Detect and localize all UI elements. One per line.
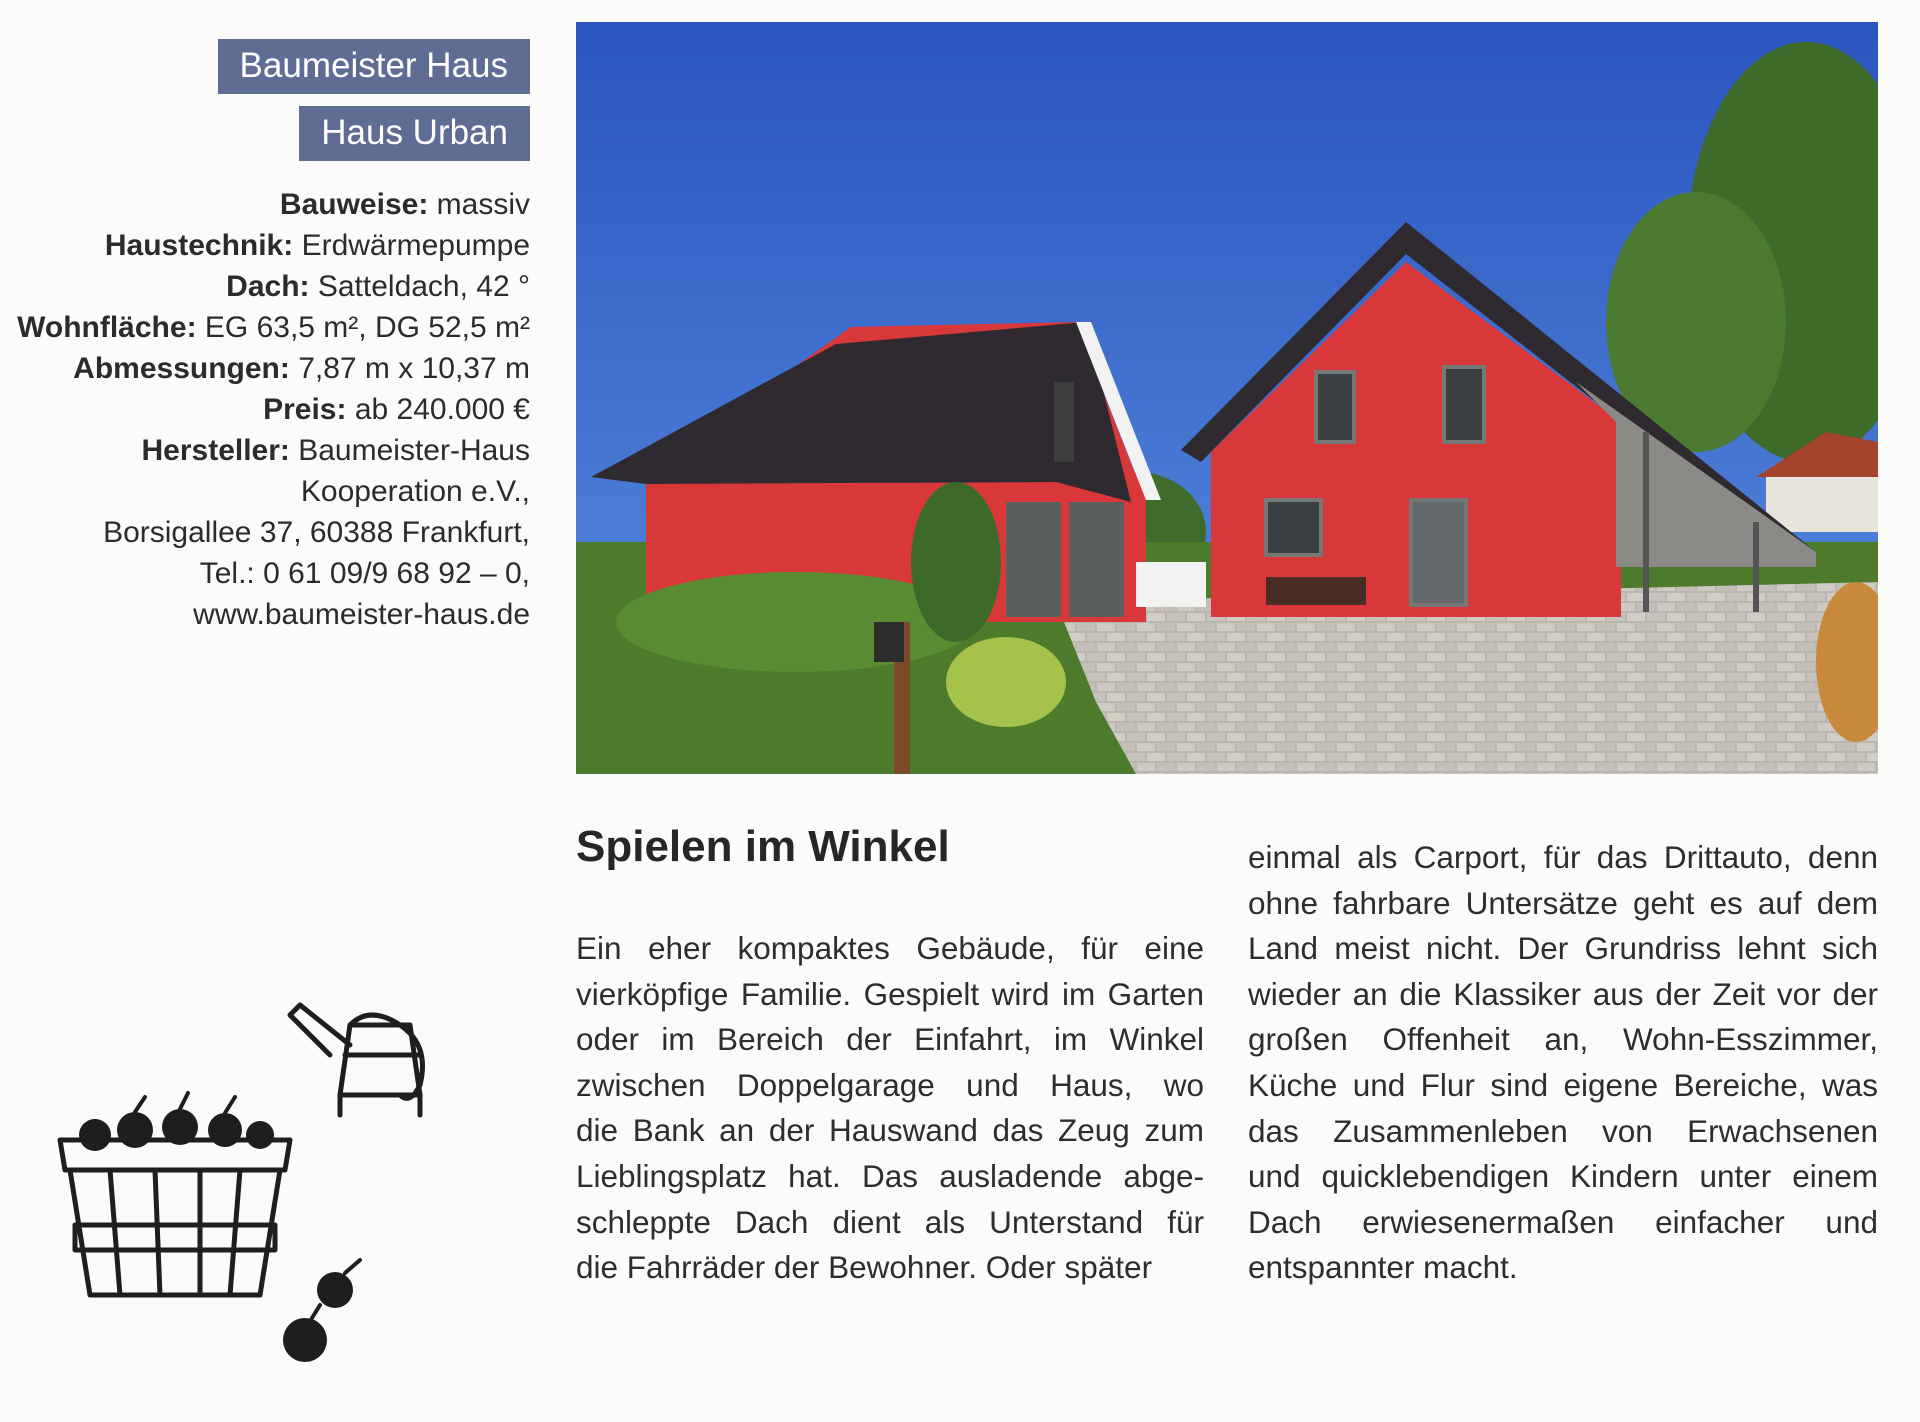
- spec-row-hersteller: Hersteller: Baumeister-Haus: [141, 434, 530, 467]
- model-label: Haus Urban: [299, 106, 530, 161]
- address-line: Kooperation e.V.,: [300, 475, 530, 508]
- spec-row-preis: Preis: ab 240.000 €: [263, 393, 530, 426]
- address-line: Borsigallee 37, 60388 Frankfurt,: [103, 516, 530, 549]
- mailbox: [874, 622, 904, 662]
- spec-row-abmessungen: Abmessungen: 7,87 m x 10,37 m: [73, 352, 530, 385]
- article-column-1: Ein eher kompaktes Gebäude, für eine vierköpfige Familie. Gespielt wird im Garten oder im Bereich der Einfahrt, im Winkel zwischen Doppelgarage und Haus, wo die Bank an der Hauswand das Zeug zum Lieblingsplatz hat. Das ausladende abge- schleppte Dach dient als Unterstand für die Fahrräder der Bewohner. Oder später: [576, 930, 1204, 1286]
- bench: [1266, 577, 1366, 605]
- garage-door: [1006, 502, 1061, 617]
- apple-icon: [283, 1318, 327, 1362]
- spec-row-bauweise: Bauweise: massiv: [279, 188, 530, 221]
- fence: [1136, 562, 1206, 607]
- garage-door: [1069, 502, 1124, 617]
- article-headline: Spielen im Winkel: [576, 822, 950, 871]
- apple-icons: [79, 1109, 353, 1362]
- article-column-2: einmal als Carport, für das Drittauto, denn ohne fahrbare Untersätze geht es auf dem Land meist nicht. Der Grundriss lehnt sich wieder an die Klassiker aus der Zeit vor der großen Offenheit an, Wohn-Esszimmer, Küche und Flur sind eigene Bereiche, was das Zusammenleben von Erwachsenen und quicklebendigen Kindern unter einem Dach erwiesenermaßen einfacher und entspannter macht.: [1248, 839, 1878, 1286]
- window: [1316, 372, 1354, 442]
- spec-list: [10, 184, 530, 635]
- manufacturer-label: Baumeister Haus: [218, 39, 530, 94]
- watering-can-icon: [290, 1005, 423, 1115]
- house-photo: [576, 22, 1878, 774]
- shrub: [911, 482, 1001, 642]
- spec-row-wohnflaeche: Wohnfläche: EG 63,5 m², DG 52,5 m²: [17, 311, 530, 344]
- shrub: [946, 637, 1066, 727]
- phone-line: Tel.: 0 61 09/9 68 92 – 0,: [199, 557, 530, 590]
- apple-icon: [317, 1272, 353, 1308]
- spec-row-dach: Dach: Satteldach, 42 °: [226, 270, 530, 303]
- front-door: [1411, 500, 1466, 605]
- window: [1266, 500, 1321, 555]
- garden-doodle-icon: [50, 985, 470, 1375]
- spec-row-haustechnik: Haustechnik: Erdwärmepumpe: [104, 229, 530, 262]
- website-line[interactable]: www.baumeister-haus.de: [193, 598, 530, 631]
- window: [1444, 367, 1484, 442]
- neighbour-house: [1766, 472, 1878, 532]
- apple-basket-icon: [60, 1140, 290, 1295]
- house-illustration: [576, 22, 1878, 774]
